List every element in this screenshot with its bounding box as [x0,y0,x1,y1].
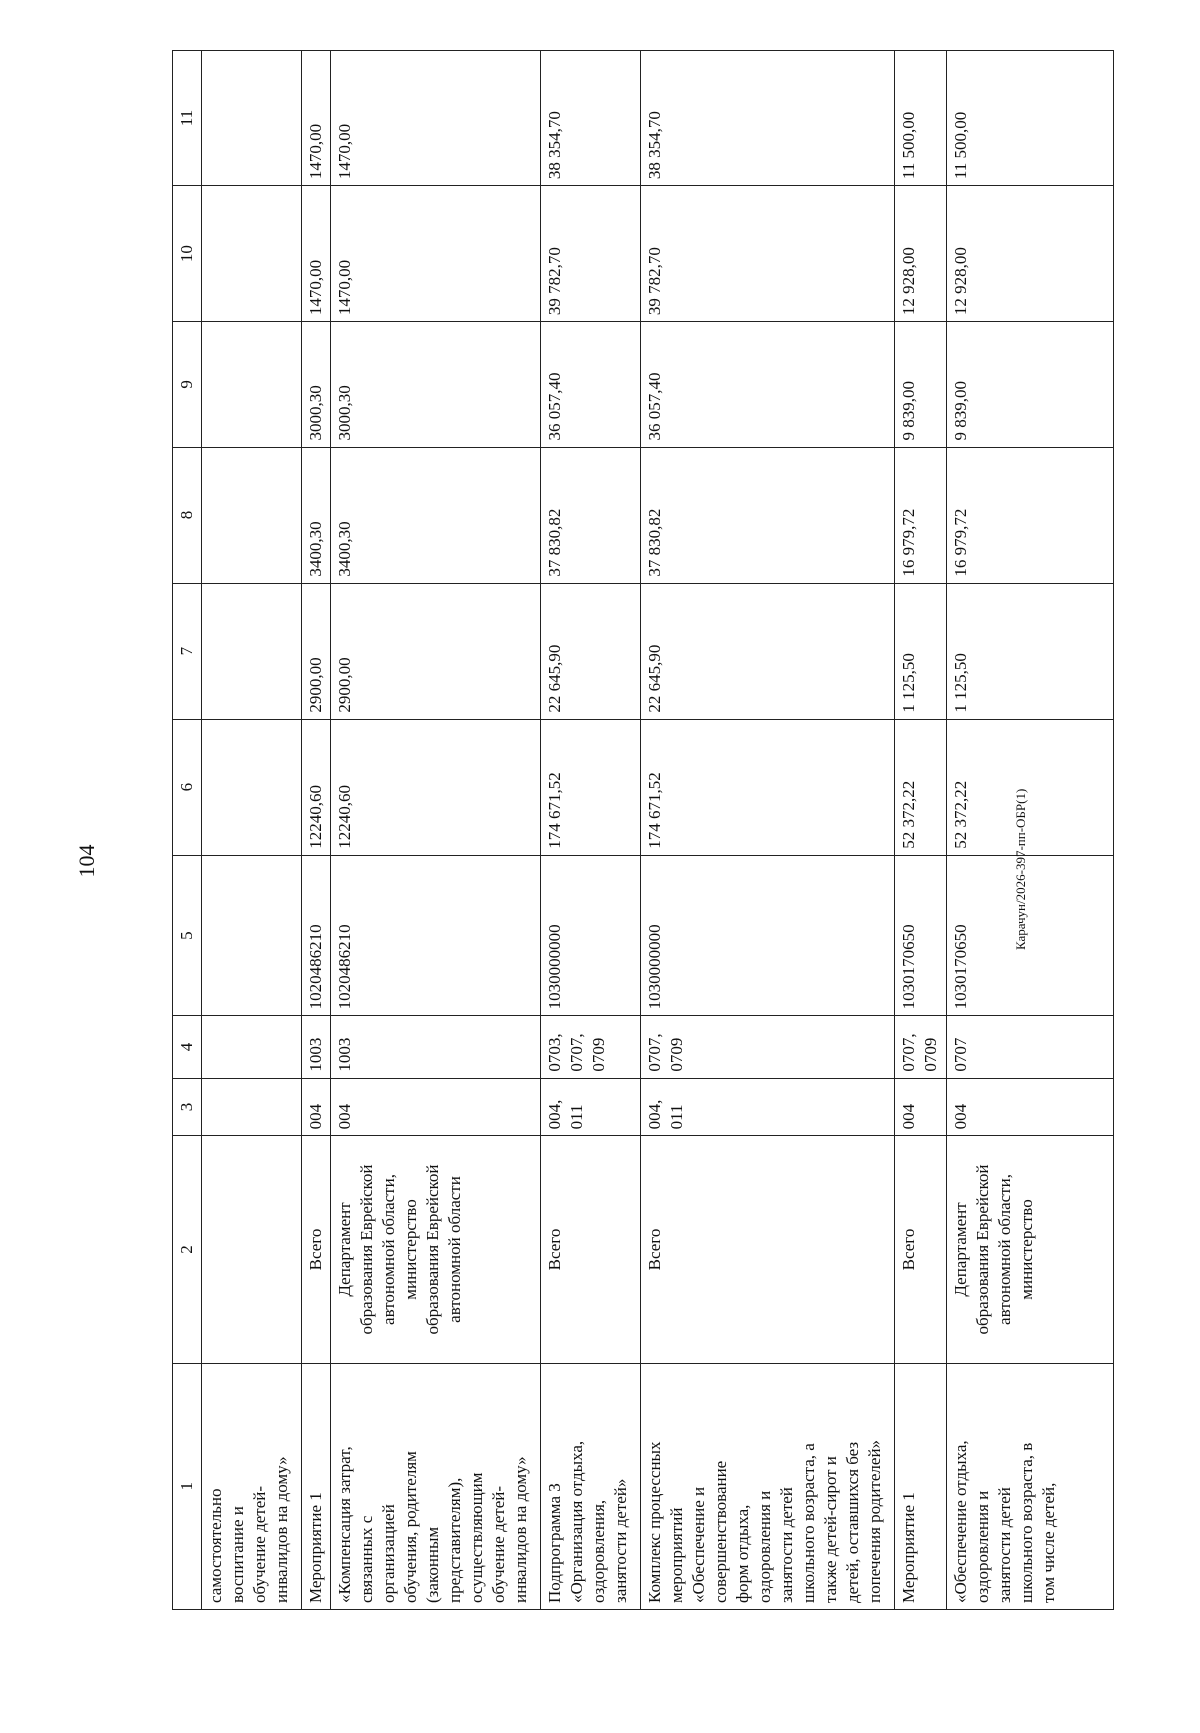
column-header-1: 1 [173,1363,202,1609]
amount-cell: 52 372,22 [951,780,970,849]
column-header-3: 3 [173,1078,202,1136]
column-header-11: 11 [173,51,202,186]
target-article-cell: 1020486210 [306,924,325,1010]
section-cell: 0707, 0709 [645,1033,686,1072]
row-name-cell: Подпрограмма 3 «Организация отдыха, оздоровления, занятости детей» [545,1440,630,1603]
column-header-6: 6 [173,719,202,855]
amount-cell: 12 928,00 [899,247,918,316]
target-article-cell: 1030000000 [545,924,564,1010]
column-header-9: 9 [173,322,202,447]
column-header-5: 5 [173,855,202,1016]
amount-cell: 11 500,00 [899,111,918,180]
amount-cell: 11 500,00 [951,111,970,180]
amount-cell: 38 354,70 [645,111,664,180]
column-header-10: 10 [173,186,202,322]
grbs-cell: 004 [899,1103,918,1130]
target-article-cell: 1030170650 [899,924,918,1010]
amount-cell: 3000,30 [335,385,354,441]
amount-cell: 36 057,40 [545,372,564,441]
amount-cell: 22 645,90 [545,644,564,713]
amount-cell: 38 354,70 [545,111,564,180]
executor-cell: Департамент образования Еврейской автономной области, министерство [951,1164,1036,1335]
amount-cell: 9 839,00 [951,381,970,441]
amount-cell: 16 979,72 [951,508,970,577]
column-header-7: 7 [173,583,202,719]
executor-cell: Всего [545,1228,564,1271]
amount-cell: 1470,00 [335,123,354,180]
amount-cell: 39 782,70 [545,247,564,316]
section-cell: 1003 [306,1037,325,1072]
amount-cell: 36 057,40 [645,372,664,441]
executor-cell: Департамент образования Еврейской автономной области, министерство образования Еврейской автономной области [335,1164,464,1335]
amount-cell: 3000,30 [306,385,325,441]
target-article-cell: 1030170650 [951,924,970,1010]
amount-cell: 12240,60 [335,784,354,849]
table-row [641,51,895,1610]
amount-cell: 1470,00 [306,123,325,180]
table-row [895,51,947,1610]
amount-cell: 1 125,50 [899,653,918,713]
section-cell: 1003 [335,1037,354,1072]
target-article-cell: 1020486210 [335,924,354,1010]
amount-cell: 1 125,50 [951,653,970,713]
budget-table-container [172,50,1114,1610]
amount-cell: 174 671,52 [545,772,564,849]
amount-cell: 3400,30 [306,521,325,577]
target-article-cell: 1030000000 [645,924,664,1010]
executor-cell: Всего [645,1228,664,1271]
grbs-cell: 004 [951,1103,970,1130]
column-header-8: 8 [173,447,202,583]
amount-cell: 9 839,00 [899,381,918,441]
row-name-cell: Мероприятие 1 [899,1492,918,1603]
amount-cell: 16 979,72 [899,508,918,577]
amount-cell: 37 830,82 [545,508,564,577]
row-name-cell: Комплекс процессных мероприятий «Обеспечение и совершенствование форм отдыха, оздоровления и занятости детей школьного возраста, а также детей-сирот и детей, оставшихся без попечения родителей» [645,1439,884,1603]
amount-cell: 52 372,22 [899,780,918,849]
row-name-cell: «Компенсация затрат, связанных с организацией обучения, родителям (законным представителям), осуществляющим обучение детей- инвалидов на дому» [335,1446,530,1603]
amount-cell: 12 928,00 [951,247,970,316]
document-footer: Карачун/2026-397-пп-ОБР(1) [1013,788,1028,950]
row-name-cell: Мероприятие 1 [306,1492,325,1603]
section-cell: 0707, 0709 [899,1033,940,1072]
header-row [173,51,202,1610]
column-header-4: 4 [173,1016,202,1078]
table-row [331,51,541,1610]
amount-cell: 1470,00 [306,259,325,316]
table-row [302,51,331,1610]
amount-cell: 37 830,82 [645,508,664,577]
column-header-2: 2 [173,1136,202,1363]
row-name-cell: самостоятельно воспитание и обучение детей- инвалидов на дому» [206,1456,291,1603]
amount-cell: 1470,00 [335,259,354,316]
grbs-cell: 004 [306,1103,325,1130]
table-row [202,51,302,1610]
grbs-cell: 004 [335,1103,354,1130]
amount-cell: 3400,30 [335,521,354,577]
amount-cell: 12240,60 [306,784,325,849]
executor-cell: Всего [306,1228,325,1271]
amount-cell: 39 782,70 [645,247,664,316]
executor-cell: Всего [899,1228,918,1271]
budget-table [172,50,1114,1610]
grbs-cell: 004, 011 [545,1099,586,1130]
row-name-cell: «Обеспечение отдыха, оздоровления и занятости детей школьного возраста, в том числе детей, [951,1440,1058,1603]
amount-cell: 22 645,90 [645,644,664,713]
page-number: 104 [74,844,99,878]
section-cell: 0703, 0707, 0709 [545,1033,608,1072]
section-cell: 0707 [951,1037,970,1072]
amount-cell: 2900,00 [335,657,354,713]
grbs-cell: 004, 011 [645,1099,686,1130]
amount-cell: 2900,00 [306,657,325,713]
table-row [541,51,641,1610]
amount-cell: 174 671,52 [645,772,664,849]
